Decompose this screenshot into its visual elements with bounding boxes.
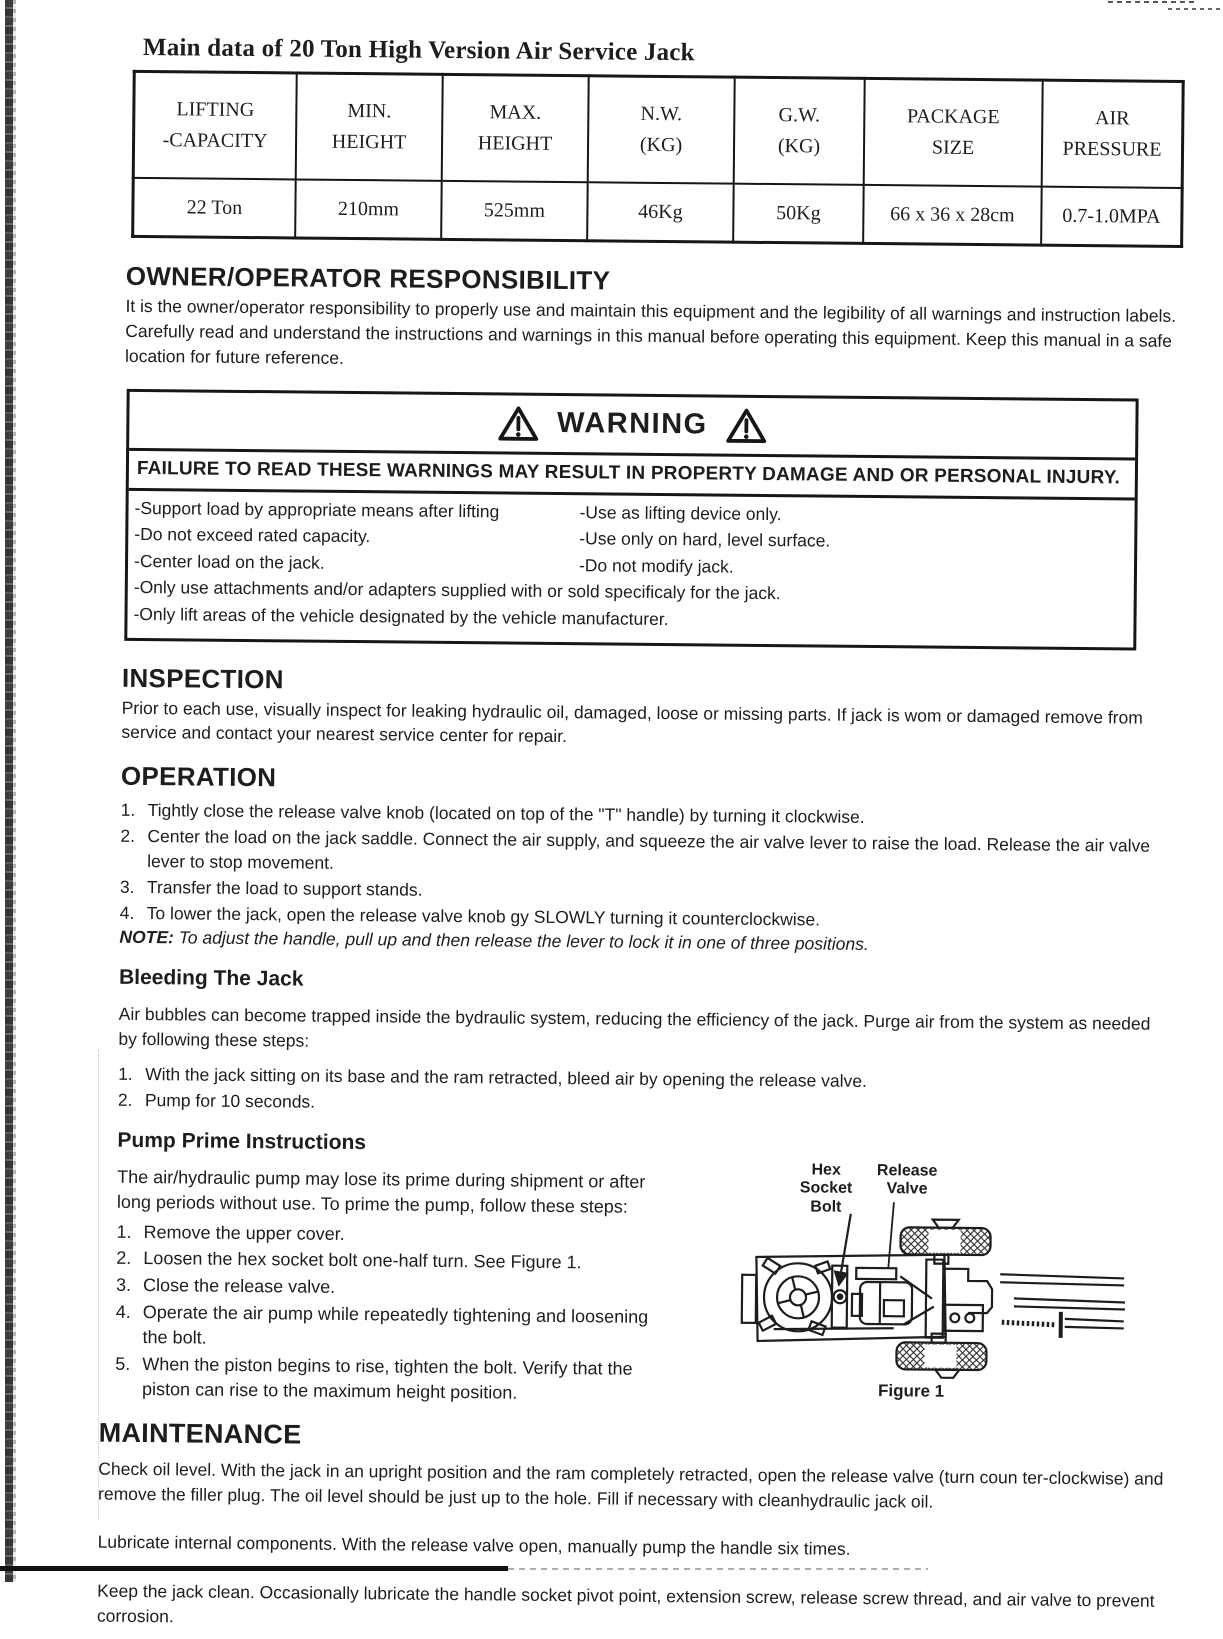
item-number: 4. [120,900,147,925]
list-item [116,1246,678,1277]
col-air-pressure: AIR PRESSURE [1042,80,1184,188]
item-text: When the piston begins to rise, tighten the bolt. Verify that the piston can rise to the maximum height position. [142,1352,677,1408]
spec-table-header-row [133,71,1183,188]
warning-item: -Use as lifting device only. [579,499,1126,531]
pump-prime-body: The air/hydraulic pump may lose its prime during shipment or after long periods without use. To prime the pump, follow these steps: [117,1165,679,1221]
item-number: 3. [120,875,147,900]
bleeding-heading: Bleeding The Jack [119,966,1174,1000]
list-item [116,1220,678,1251]
note-text: To adjust the handle, pull up and then release the lever to lock it in one of three positions. [174,928,869,955]
maintenance-paragraph: Keep the jack clean. Occasionally lubricate the handle socket pivot point, extension screw, release screw thread, and air valve to prevent corrosion. [97,1579,1169,1639]
item-number: 1. [116,1220,143,1246]
warning-columns [134,494,1127,583]
owner-heading: OWNER/OPERATOR RESPONSIBILITY [126,261,1188,302]
list-item [115,1351,677,1407]
warning-item: -Center load on the jack. [134,548,579,579]
item-text: Operate the air pump while repeatedly tightening and loosening the bolt. [142,1300,677,1356]
value-min-height: 210mm [295,179,442,239]
list-item [115,1299,677,1355]
warning-item: -Only lift areas of the vehicle designated by the vehicle manufacturer. [133,601,1125,637]
warning-item: -Do not exceed rated capacity. [134,521,579,552]
warning-column-right [579,499,1127,584]
warning-list [127,490,1134,647]
list-item [116,1273,678,1304]
col-max-height: MAX. HEIGHT [442,74,589,182]
section-maintenance [97,1417,1171,1638]
item-text: Center the load on the jack saddle. Connect the air supply, and squeeze the air valve lever to raise the load. Release the air valve lever to stop movement. [147,824,1160,883]
section-inspection [121,662,1184,755]
item-number: 1. [118,1062,145,1087]
warning-item: -Support load by appropriate means after lifting [134,494,579,525]
item-text: Close the release valve. [143,1273,678,1304]
item-text: Loosen the hex socket bolt one-half turn. See Figure 1. [143,1246,678,1277]
warning-item: -Do not modify jack. [579,552,1126,584]
maintenance-paragraph: Lubricate internal components. With the release valve open, manually pump the handle six times. [98,1530,1170,1565]
warning-item: -Only use attachments and/or adapters supplied with or sold specificaly for the jack. [134,574,1126,610]
item-text: Tightly close the release valve knob (located on top of the "T" handle) by turning it clockwise. [148,798,1161,833]
table-title: Main data of 20 Ton High Version Air Service Jack [143,34,1223,72]
section-owner-responsibility [125,261,1188,379]
list-item [120,824,1160,884]
pump-prime-heading: Pump Prime Instructions [117,1129,679,1158]
operation-list [120,798,1161,935]
item-number: 3. [116,1273,143,1299]
value-gw: 50Kg [733,184,864,244]
scan-top-dash [1108,1,1198,3]
item-text: Transfer the load to support stands. [147,875,1160,910]
item-text: With the jack sitting on its base and the ram retracted, bleed air by opening the release valve. [145,1062,1173,1097]
item-number: 4. [115,1299,142,1350]
maintenance-heading: MAINTENANCE [99,1417,1171,1458]
col-gw-kg: G.W. (KG) [734,77,865,185]
note-label: NOTE: [119,927,174,948]
bleeding-body: Air bubbles can become trapped inside the bydraulic system, reducing the efficiency of the jack. Purge air from the system as needed by following these steps: [118,1002,1173,1062]
item-text: Remove the upper cover. [143,1220,678,1251]
operation-heading: OPERATION [121,761,1161,802]
inspection-body: Prior to each use, visually inspect for leaking hydraulic oil, damaged, loose or missing parts. If jack is wom or damaged remove from service and contact your nearest service center for repair. [121,695,1183,755]
figure-1 [703,1154,1185,1414]
value-max-height: 525mm [441,181,588,241]
section-pump-prime [115,1129,1213,1414]
figure-hex-socket-bolt-label: Hex Socket Bolt [789,1161,864,1217]
value-package-size: 66 x 36 x 28cm [863,185,1042,245]
value-lifting-capacity: 22 Ton [133,178,296,238]
warning-item: -Use only on hard, level surface. [579,525,1126,557]
section-operation [119,761,1161,958]
item-number: 2. [120,824,147,874]
item-number: 2. [118,1088,145,1113]
col-nw-kg: N.W. (KG) [588,76,735,184]
pump-prime-text-column [115,1129,680,1408]
item-number: 2. [116,1246,143,1272]
col-lifting-capacity: LIFTING -CAPACITY [133,71,297,179]
value-air-pressure: 0.7-1.0MPA [1041,187,1182,247]
maintenance-paragraph: Check oil level. With the jack in an upright position and the ram completely retracted, open the release valve (turn coun ter-clockwise) and remove the filler plug. The oil level should be just up to the hole. Fill if necessary with cleanhydraulic jack oil. [98,1456,1170,1516]
figure-release-valve-label: Release Valve [865,1162,949,1200]
inspection-heading: INSPECTION [122,662,1184,703]
warning-header [129,391,1136,460]
col-min-height: MIN. HEIGHT [296,73,443,181]
warning-box [124,388,1138,650]
value-nw: 46Kg [587,182,734,242]
figure-caption: Figure 1 [861,1381,961,1402]
owner-body: It is the owner/operator responsibility to properly use and maintain this equipment and the legibility of all warnings and instruction labels. Carefully read and understand the instructions and warnings in this manual before operating this equipment. Keep this manual in a safe location for future reference. [125,294,1188,379]
col-package-size: PACKAGE SIZE [864,78,1043,186]
item-number: 1. [121,798,148,823]
spec-table [131,70,1185,248]
warning-column-left [134,494,580,578]
section-bleeding [118,966,1174,1122]
warning-triangle-icon [497,404,539,442]
warning-title: WARNING [557,407,708,441]
item-text: Pump for 10 seconds. [145,1088,1173,1123]
item-text: To lower the jack, open the release valve knob gy SLOWLY turning it counterclockwise. [147,901,1160,936]
bleeding-list [118,1062,1173,1123]
warning-triangle-icon [726,406,768,444]
pump-prime-list [115,1220,679,1408]
warning-subtitle: FAILURE TO READ THESE WARNINGS MAY RESULT IN PROPERTY DAMAGE AND OR PERSONAL INJURY. [129,450,1135,500]
spec-table-data-row [133,178,1183,247]
item-number: 5. [115,1351,142,1402]
